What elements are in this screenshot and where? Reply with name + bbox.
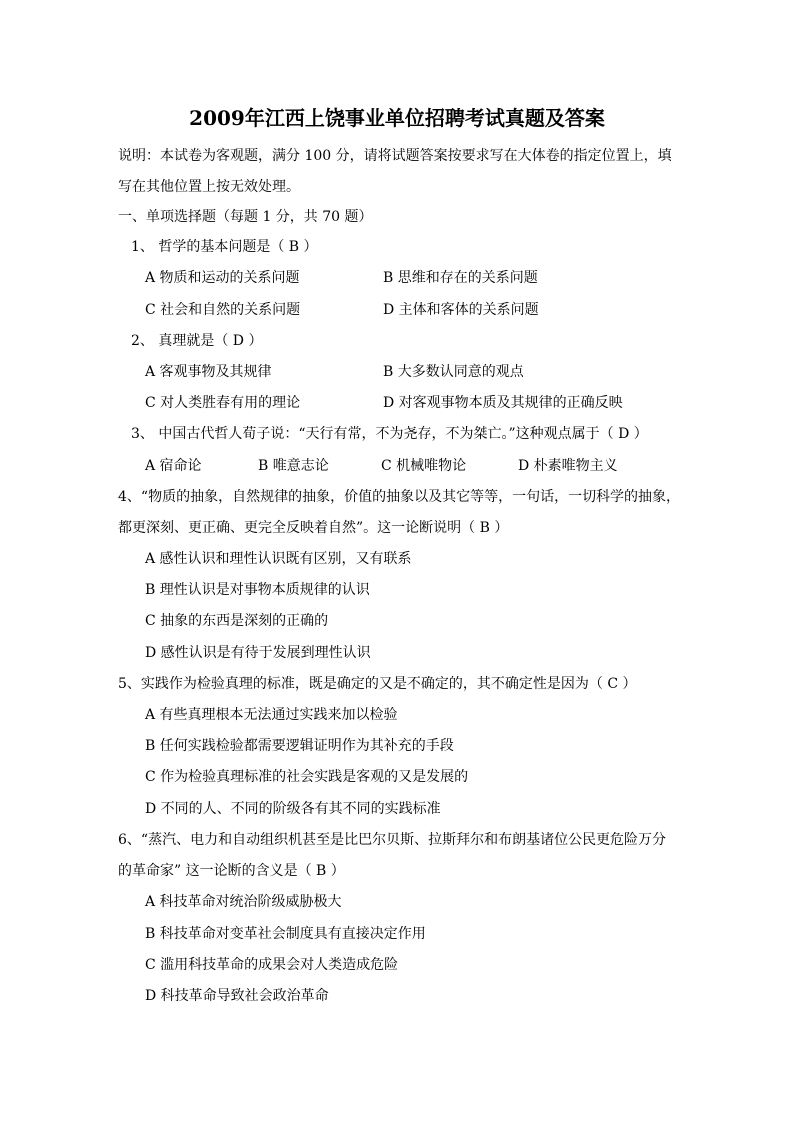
- question-1-stem: 1、 哲学的基本问题是（ B ）: [131, 239, 318, 255]
- question-3-option-c: C 机械唯物论: [381, 458, 467, 474]
- question-3-stem: 3、 中国古代哲人荀子说：“天行有常，不为尧存，不为桀亡。”这种观点属于（ D ）: [131, 426, 648, 442]
- question-2-option-a: A 客观事物及其规律: [145, 364, 272, 380]
- question-4-stem-line-2: 都更深刻、更正确、更完全反映着自然”。这一论断说明（ B ）: [118, 520, 509, 536]
- question-2-option-b: B 大多数认同意的观点: [383, 364, 524, 380]
- question-1-option-d: D 主体和客体的关系问题: [383, 302, 539, 318]
- question-6-option-c: C 滥用科技革命的成果会对人类造成危险: [145, 957, 399, 973]
- question-1-option-b: B 思维和存在的关系问题: [383, 270, 538, 286]
- question-1-option-a: A 物质和运动的关系问题: [145, 270, 300, 286]
- question-4-stem-line-1: 4、“物质的抽象，自然规律的抽象，价值的抽象以及其它等等，一句话，一切科学的抽象，: [118, 489, 681, 505]
- question-2-option-d: D 对客观事物本质及其规律的正确反映: [383, 395, 623, 411]
- question-1-option-c: C 社会和自然的关系问题: [145, 302, 301, 318]
- intro-line-2: 写在其他位置上按无效处理。: [118, 179, 300, 195]
- question-5-option-b: B 任何实践检验都需要逻辑证明作为其补充的手段: [145, 738, 454, 754]
- question-5-option-c: C 作为检验真理标准的社会实践是客观的又是发展的: [145, 769, 469, 785]
- question-4-option-d: D 感性认识是有待于发展到理性认识: [145, 645, 371, 661]
- question-2-stem: 2、 真理就是（ D ）: [131, 333, 263, 349]
- question-4-option-b: B 理性认识是对事物本质规律的认识: [145, 582, 370, 598]
- question-5-option-a: A 有些真理根本无法通过实践来加以检验: [145, 707, 398, 723]
- question-6-stem-line-2: 的革命家” 这一论断的含义是（ B ）: [118, 863, 345, 879]
- exam-title: 2009年江西上饶事业单位招聘考试真题及答案: [189, 106, 605, 130]
- question-2-option-c: C 对人类胜春有用的理论: [145, 395, 301, 411]
- question-3-option-b: B 唯意志论: [258, 458, 329, 474]
- question-4-option-a: A 感性认识和理性认识既有区别，又有联系: [145, 551, 412, 567]
- question-5-option-d: D 不同的人、不同的阶级各有其不同的实践标准: [145, 801, 441, 817]
- question-5-stem: 5、实践作为检验真理的标准，既是确定的又是不确定的，其不确定性是因为（ C ）: [118, 676, 637, 692]
- question-3-option-a: A 宿命论: [145, 458, 202, 474]
- intro-line-1: 说明：本试卷为客观题，满分 100 分，请将试题答案按要求写在大体卷的指定位置上，填: [118, 148, 672, 164]
- question-6-option-b: B 科技革命对变革社会制度具有直接决定作用: [145, 926, 426, 942]
- question-6-option-a: A 科技革命对统治阶级威胁极大: [145, 894, 342, 910]
- question-4-option-c: C 抽象的东西是深刻的正确的: [145, 613, 329, 629]
- question-6-option-d: D 科技革命导致社会政治革命: [145, 988, 329, 1004]
- section-heading: 一、单项选择题（每题 1 分，共 70 题）: [118, 209, 373, 225]
- question-6-stem-line-1: 6、“蒸汽、电力和自动组织机甚至是比巴尔贝斯、拉斯拜尔和布朗基诸位公民更危险万分: [118, 832, 667, 848]
- question-3-option-d: D 朴素唯物主义: [518, 458, 618, 474]
